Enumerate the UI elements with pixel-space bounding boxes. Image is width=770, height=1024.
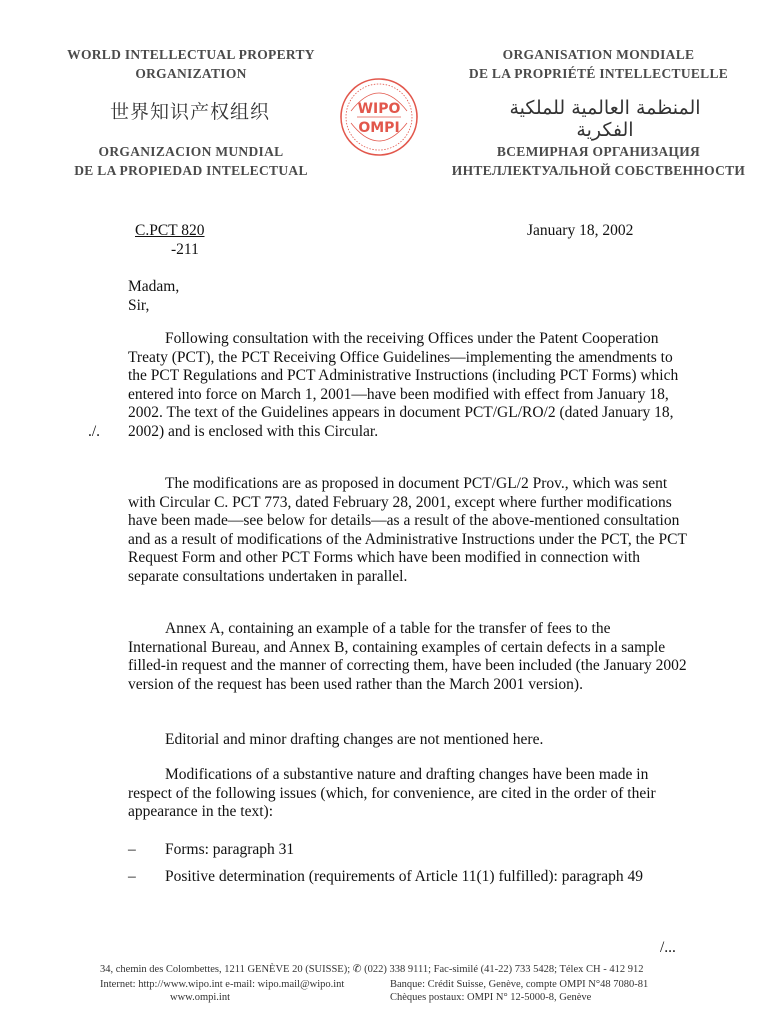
letterhead-french	[436, 45, 761, 83]
circular-reference	[135, 222, 205, 259]
continuation-mark: /...	[660, 939, 676, 956]
letterhead-french-line2: DE LA PROPRIÉTÉ INTELLECTUELLE	[468, 66, 729, 81]
list-item-text: Forms: paragraph 31	[165, 841, 295, 858]
letterhead-french-line1: ORGANISATION MONDIALE	[502, 47, 695, 62]
footer-internet: Internet: http://www.wipo.int e-mail: wipo.mail@wipo.int	[100, 979, 345, 990]
footer-postal: Chèques postaux: OMPI N° 12-5000-8, Genève	[390, 992, 592, 1003]
letterhead-arabic: المنظمة العالمية للملكية الفكرية	[509, 97, 701, 141]
letterhead-spanish-line1: ORGANIZACION MUNDIAL	[98, 144, 284, 159]
letterhead-english	[36, 45, 346, 83]
letterhead-chinese: 世界知识产权组织	[109, 101, 270, 123]
paragraph-3: Annex A, containing an example of a table for the transfer of fees to the International Bureau, and Annex B, containing examples of certain defects in a sample filled-in request and the manner of correcting them, have been included (the January 2002 version of the request has been used rather than the March 2001 version).	[128, 620, 687, 693]
paragraph-2: The modifications are as proposed in document PCT/GL/2 Prov., which was sent with Circular C. PCT 773, dated February 28, 2001, except where further modifications have been made—see below for details—as a result of the above-mentioned consultation and as a result of modifications of the Administrative Instructions under the PCT, the PCT Request Form and other PCT Forms which have been modified in connection with separate consultations undertaken in parallel.	[128, 475, 687, 585]
paragraph-4: Editorial and minor drafting changes are not mentioned here.	[165, 731, 544, 748]
letterhead-russian-line2: ИНТЕЛЛЕКТУАЛЬНОЙ СОБСТВЕННОСТИ	[451, 163, 746, 178]
footer-web: www.ompi.int	[170, 992, 230, 1003]
list-dash: –	[128, 868, 136, 885]
salutation	[128, 278, 179, 315]
salutation-line2: Sir,	[128, 296, 150, 314]
salutation-line1: Madam,	[128, 278, 180, 295]
footer-address: 34, chemin des Colombettes, 1211 GENÈVE 20 (SUISSE); ✆ (022) 338 9111; Fac-similé (41-22) 733 5428; Télex CH - 412 912	[100, 964, 644, 975]
wipo-logo-seal	[339, 77, 419, 157]
logo-text-ompi: OMPI	[358, 120, 400, 136]
paragraph-1: Following consultation with the receiving Offices under the Patent Cooperation Treaty (PCT), the PCT Receiving Office Guidelines—implementing the amendments to the PCT Regulations and PCT Administrative Instructions (including PCT Forms) which entered into force on March 1, 2001—have been modified with effect from January 18, 2002. The text of the Guidelines appears in document PCT/GL/RO/2 (dated January 18, 2002) and is enclosed with this Circular.	[128, 330, 679, 440]
letterhead-spanish	[36, 142, 346, 180]
reference-number: C.PCT 820	[135, 222, 205, 239]
letterhead-english-line1: WORLD INTELLECTUAL PROPERTY	[67, 47, 315, 62]
list-item-text: Positive determination (requirements of Article 11(1) fulfilled): paragraph 49	[165, 868, 644, 885]
footer-bank: Banque: Crédit Suisse, Genève, compte OMPI N°48 7080-81	[390, 979, 649, 990]
letter-date: January 18, 2002	[527, 222, 634, 239]
letterhead-russian-line1: ВСЕМИРНАЯ ОРГАНИЗАЦИЯ	[496, 144, 701, 159]
paragraph-5: Modifications of a substantive nature and drafting changes have been made in respect of the following issues (which, for convenience, are cited in the order of their appearance in the text):	[128, 766, 656, 820]
logo-text-wipo: WIPO	[357, 101, 401, 117]
letterhead-english-line2: ORGANIZATION	[135, 66, 247, 81]
list-dash: –	[128, 841, 136, 858]
letterhead-russian	[436, 142, 761, 180]
letterhead-spanish-line2: DE LA PROPIEDAD INTELECTUAL	[74, 163, 308, 178]
reference-suffix: -211	[171, 240, 199, 258]
enclosure-margin-mark: ./.	[88, 423, 101, 440]
